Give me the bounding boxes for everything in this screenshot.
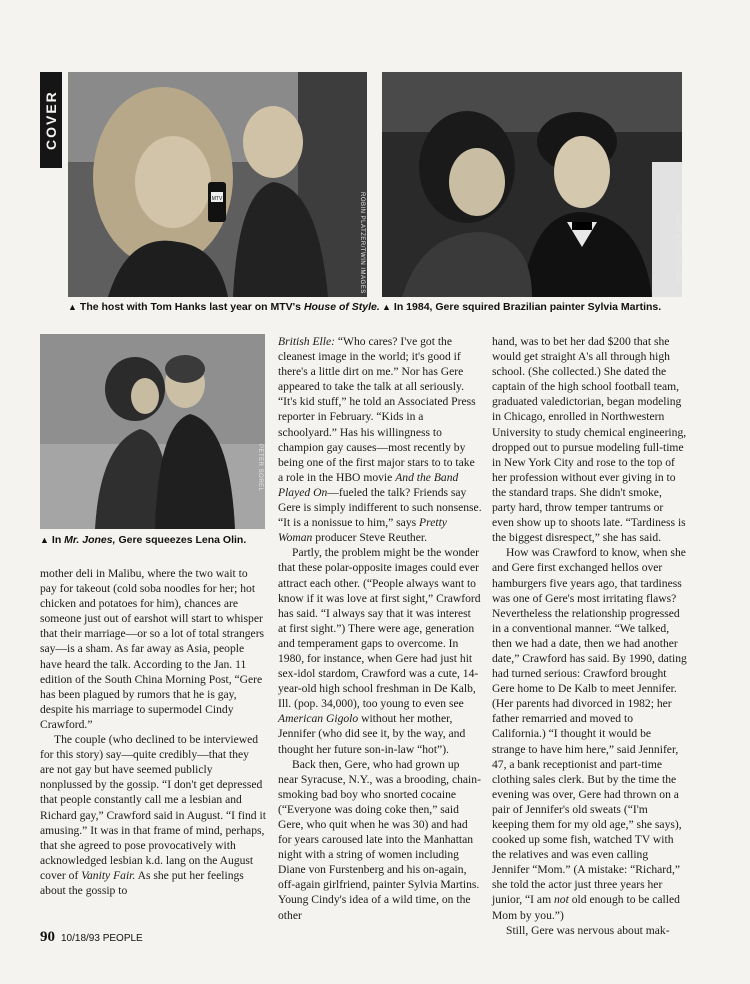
paragraph: British Elle: “Who cares? I've got the cleanest image in the world; it's good if there's a little dirt on me.” Nor has Gere appeared to take the talk at all seriously. “It's kid stuff,” he told an Associated Press reporter in February. “Kids in a schoolyard.” Has his willingness to champion gay causes—most recently by being one of the first major stars to to take a role in the HBO movie And the Band Played On—fueled the talk? Friends say Gere is simply indifferent to such nonsense. “It is a nonissue to him,” says Pretty Woman producer Steve Reuther. xyxy=(278,335,482,545)
paragraph: hand, was to bet her dad $200 that she would get straight A's all through high school. (She collected.) She dated the captain of the high school football team, graduated valedictorian, began modeling in Chicago, enrolled in Northwestern University to study chemical engineering, dropped out to pursue modeling full-time in New York City and rose to the top of her profession without ever giving in to the standard traps. She didn't smoke, party hard, throw temper tantrums or even show up to shoots late. “Tardiness is the biggest disrespect,” she has said. xyxy=(492,335,687,545)
paragraph: Back then, Gere, who had grown up near Syracuse, N.Y., was a brooding, chain-smoking bad boy who snorted cocaine (“Everyone was doing coke then,” said Gere, who quit when he was 30) and had for years caroused late into the Manhattan night with a string of women including Diane von Furstenberg and his on-again, off-again girlfriend, painter Sylvia Martins. Young Cindy's idea of a wild time, on the other xyxy=(278,757,481,922)
article-column-1 xyxy=(40,566,266,898)
mic-flag-label: MTV xyxy=(211,196,223,202)
caption-marker-icon: ▲ xyxy=(40,535,49,545)
photo-hanks-crawford xyxy=(68,72,367,297)
photo-credit: PETER SOREL xyxy=(257,444,263,492)
photo-hanks-crawford-image xyxy=(68,72,367,297)
caption-mr-jones: ▲ In Mr. Jones, Gere squeezes Lena Olin. xyxy=(40,534,247,546)
photo-mr-jones-image xyxy=(40,334,265,529)
paragraph: Still, Gere was nervous about mak- xyxy=(506,923,670,937)
paragraph: Partly, the problem might be the wonder that these polar-opposite images could ever attract each other. (“People always want to know if it was love at first sight,” Crawford has said. “I always say that it was interest at first sight.”) There were age, generation and temperament gaps to overcome. In 1980, for instance, when Gere had just hit sex-idol stardom, Crawford was a cute, 14-year-old high school freshman in De Kalb, Ill. (pop. 34,000), too young to even see American Gigolo without her mother, Jennifer (who did see it, by the way, and thought her future son-in-law “hot”). xyxy=(278,546,481,756)
photo-gere-martins-image xyxy=(382,72,682,297)
photo-credit: DAVID MCGOUGH/DMI xyxy=(674,212,680,285)
folio xyxy=(40,929,143,946)
caption-martins: ▲ In 1984, Gere squired Brazilian painter Sylvia Martins. xyxy=(382,301,662,313)
caption-hanks: ▲ The host with Tom Hanks last year on MTV's House of Style. xyxy=(68,301,380,313)
paragraph: How was Crawford to know, when she and Gere first exchanged hellos over hamburgers five years ago, that tardiness was one of Gere's most irritating flaws? Nevertheless the relationship progressed in a conventional manner. “We talked, then we had a date, then we had another date,” Crawford has said. By 1990, dating had turned serious: Crawford brought Gere home to De Kalb to meet Jennifer. (Her parents had divorced in 1982; her father remarried and moved to California.) “I thought it would be strange to have him here,” said Jennifer, 47, a bank receptionist and part-time clothing sales clerk. But by the time the evening was over, Gere had thrown on a pair of Jennifer's old sweats (“I'm keeping them for my old age,” she says), cooked up some fish, watched TV with the relatives and was even calling Jennifer “Mom.” (A mistake: “Richard,” she told the actor just three years her junior, “I am not old enough to be called Mom by you.”) xyxy=(492,546,687,922)
section-label-cover: COVER xyxy=(40,72,62,168)
photo-mr-jones xyxy=(40,334,265,529)
paragraph: mother deli in Malibu, where the two wait to pay for takeout (cold soba noodles for her; hot chicken and potatoes for him), chances are someone just out of earshot will start to whisper that their marriage—or so a lot of total strangers say—is a sham. As far away as Asia, people have heard the talk. According to the Jan. 11 edition of the South China Morning Post, “Gere has been plagued by rumors that he is gay, despite his marriage to supermodel Cindy Crawford.” xyxy=(40,567,265,731)
photo-gere-martins xyxy=(382,72,682,297)
caption-marker-icon: ▲ xyxy=(382,302,391,312)
article-column-3 xyxy=(492,334,687,938)
issue-line: 10/18/93 PEOPLE xyxy=(61,933,143,944)
caption-marker-icon: ▲ xyxy=(68,302,77,312)
article-column-2 xyxy=(278,334,482,923)
paragraph: The couple (who declined to be interviewed for this story) say—quite credibly—that they are not gay but have seemed publicly nonplussed by the gossip. “I don't get depressed that people constantly call me a lesbian and Richard gay,” Crawford said in August. “I find it amusing.” It was in that frame of mind, perhaps, that she agreed to pose provocatively with acknowledged lesbian k.d. lang on the August cover of Vanity Fair. As she put her feelings about the gossip to xyxy=(40,733,266,897)
photo-credit: ROBIN PLATZER/TWIN IMAGES xyxy=(359,192,365,294)
page-number: 90 xyxy=(40,929,55,945)
